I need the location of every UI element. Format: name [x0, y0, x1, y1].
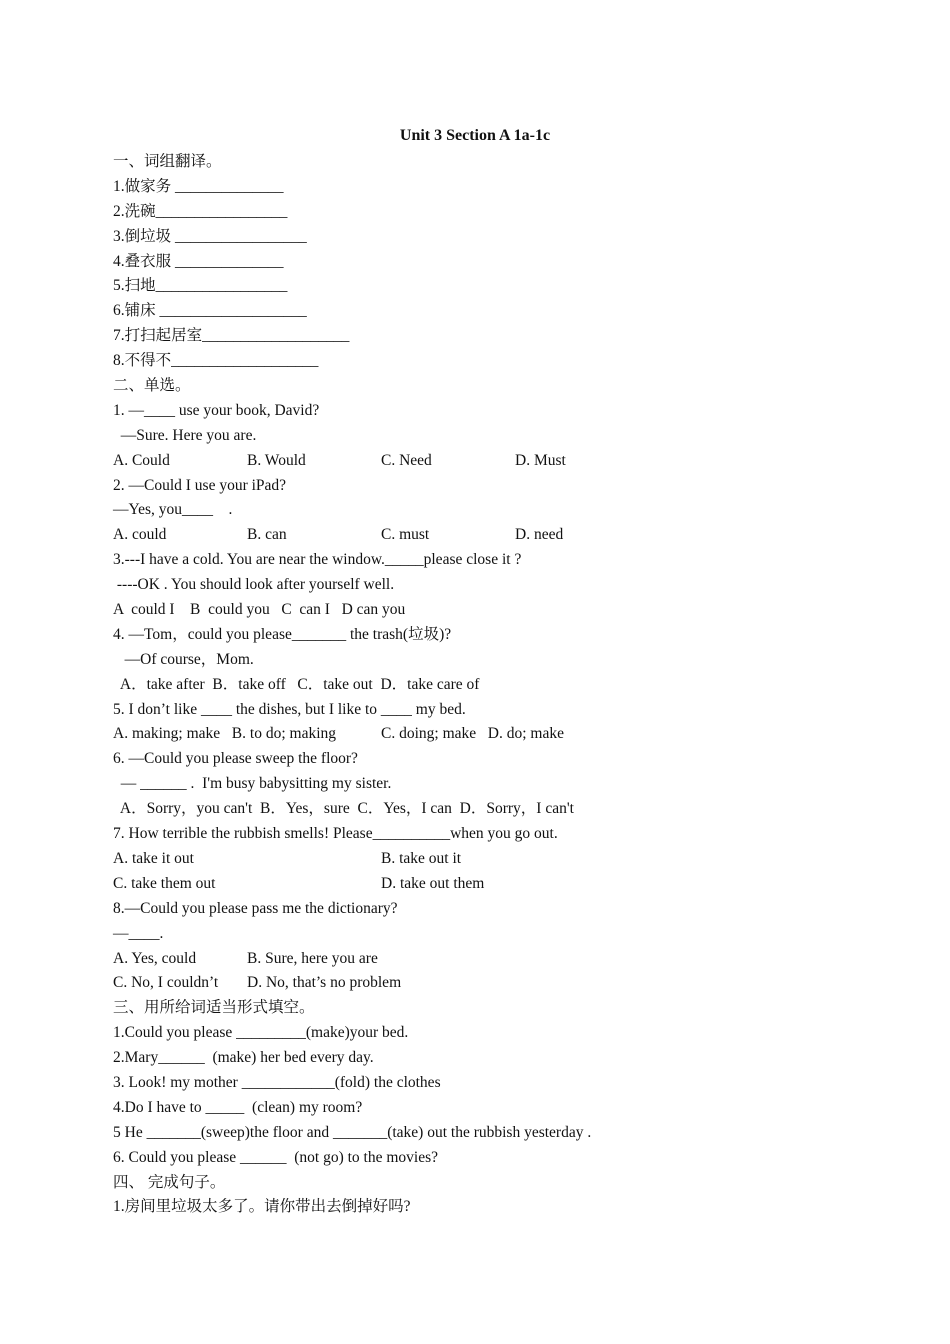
text-line: 3. Look! my mother ____________(fold) the clothes	[113, 1073, 441, 1091]
text-line: A．Sorry，you can't B．Yes，sure C．Yes，I can D．Sorry，I can't	[113, 800, 574, 818]
answer-option: A. take it out	[113, 849, 194, 867]
answer-option: A. could	[113, 526, 167, 544]
text-line: 6. —Could you please sweep the floor?	[113, 750, 358, 768]
text-line: 二、单选。	[113, 377, 191, 395]
answer-option: C. Need	[381, 451, 432, 469]
answer-option: B. take out it	[381, 849, 462, 867]
text-line: 6.铺床 ___________________	[113, 302, 307, 320]
text-line: 5.扫地_________________	[113, 277, 288, 295]
document-body	[113, 150, 873, 1220]
answer-option: D. Must	[515, 451, 566, 469]
text-line: 一、词组翻译。	[113, 153, 222, 170]
text-line: —Sure. Here you are.	[113, 426, 257, 444]
answer-option: B. Sure, here you are	[247, 949, 378, 967]
text-line: — ______ . I'm busy babysitting my sister.	[113, 775, 392, 793]
answer-options-row	[113, 722, 873, 747]
text-line: 4. —Tom，could you please_______ the trash(垃圾)?	[113, 625, 452, 643]
text-line: 四、 完成句子。	[113, 1173, 226, 1191]
text-line: —Yes, you____ .	[113, 501, 233, 519]
answer-options-row	[113, 872, 873, 897]
answer-option: C. No, I couldn’t	[113, 974, 219, 992]
text-line: 7.打扫起居室___________________	[113, 327, 350, 345]
text-line: 三、用所给词适当形式填空。	[113, 999, 315, 1017]
text-line: 3.倒垃圾 _________________	[113, 227, 307, 245]
text-line: —Of course，Mom.	[113, 650, 254, 668]
text-line: 2.Mary______ (make) her bed every day.	[113, 1049, 374, 1067]
text-line: A．take after B．take off C．take out D．take care of	[113, 675, 480, 693]
text-line: —____.	[113, 924, 164, 942]
text-line: 4.叠衣服 ______________	[113, 252, 284, 270]
text-line: 1. —____ use your book, David?	[113, 401, 320, 419]
text-line: 3.---I have a cold. You are near the window._____please close it ?	[113, 551, 522, 569]
answer-option: A. Yes, could	[113, 949, 197, 967]
text-line: 8.不得不___________________	[113, 352, 319, 370]
answer-option: C. take them out	[113, 874, 216, 892]
text-line: 4.Do I have to _____ (clean) my room?	[113, 1098, 363, 1116]
text-line: 7. How terrible the rubbish smells! Please__________when you go out.	[113, 825, 558, 843]
text-line: A could I B could you C can I D can you	[113, 601, 406, 619]
text-line: 8.—Could you please pass me the dictionary?	[113, 899, 398, 917]
answer-option: A. Could	[113, 451, 170, 469]
answer-option: D. take out them	[381, 874, 485, 892]
text-line: 2.洗碗_________________	[113, 202, 288, 220]
text-line: 6. Could you please ______ (not go) to the movies?	[113, 1148, 439, 1166]
answer-options-row	[113, 449, 873, 474]
answer-option: B. Would	[247, 451, 306, 469]
answer-option: A. making; make B. to do; making	[113, 725, 337, 743]
text-line: 2. —Could I use your iPad?	[113, 476, 287, 494]
answer-option: C. must	[381, 526, 430, 544]
answer-option: D. need	[515, 526, 564, 544]
answer-options-row	[113, 847, 873, 872]
text-line: ----OK . You should look after yourself well.	[113, 576, 395, 594]
answer-option: B. can	[247, 526, 287, 544]
text-line: 1.Could you please _________(make)your bed.	[113, 1024, 409, 1042]
answer-options-row	[113, 971, 873, 996]
text-line: 1.做家务 ______________	[113, 177, 284, 195]
text-line: 5 He _______(sweep)the floor and _______(take) out the rubbish yesterday .	[113, 1123, 592, 1141]
answer-option: C. doing; make D. do; make	[381, 725, 564, 743]
text-line: 5. I don’t like ____ the dishes, but I like to ____ my bed.	[113, 700, 466, 718]
answer-option: D. No, that’s no problem	[247, 974, 402, 992]
answer-options-row	[113, 523, 873, 548]
document-title: Unit 3 Section A 1a-1c	[399, 127, 551, 144]
answer-options-row	[113, 947, 873, 972]
text-line: 1.房间里垃圾太多了。请你带出去倒掉好吗?	[113, 1198, 411, 1216]
